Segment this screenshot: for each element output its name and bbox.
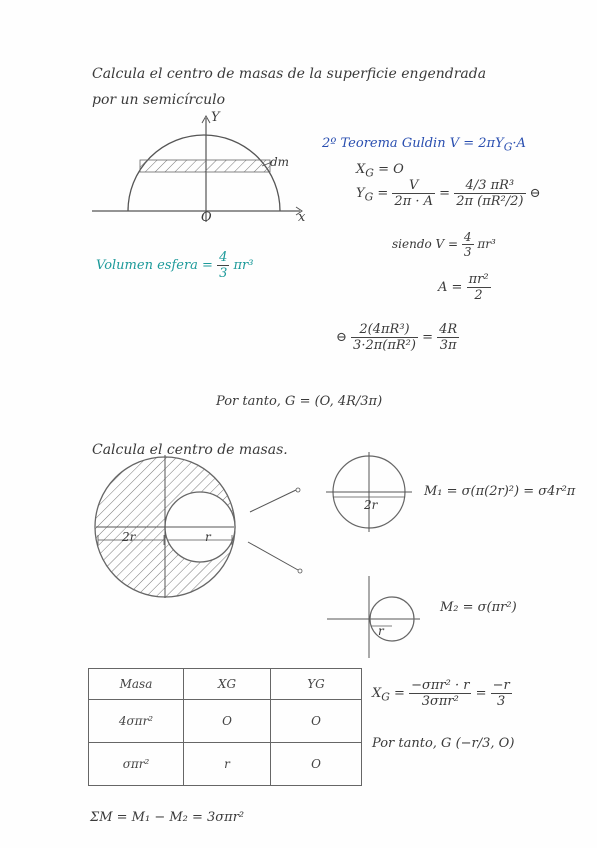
section1-conclusion: Por tanto, G = (O, 4R/3π) (216, 394, 383, 409)
composite-circle-figure (95, 455, 235, 598)
final-result (437, 322, 459, 353)
table-cell: r (184, 743, 271, 786)
arrow-lower (248, 542, 298, 570)
guldin-theorem (322, 136, 526, 154)
yg-frac2-den: 2π (πR²/2) (456, 194, 524, 209)
x-axis-label: x (298, 210, 306, 225)
table-row (89, 700, 362, 743)
origin-label: O (201, 210, 212, 225)
final-frac (351, 322, 418, 353)
m2-circle-figure (327, 576, 420, 658)
m2-eq: M₂ = σ(πr²) (440, 600, 517, 615)
table-cell: σπr² (89, 743, 184, 786)
yg-frac1 (392, 178, 435, 209)
section1-title-line2: por un semicírculo (92, 92, 226, 108)
y-axis-label: Y (211, 110, 220, 125)
xg2-label: X (372, 686, 382, 701)
semicircle-arc (128, 135, 280, 211)
volumen-tail: πr³ (233, 258, 254, 273)
volumen-den: 3 (219, 266, 228, 281)
minus-circle-icon: ⊖ (336, 330, 347, 345)
label-r: r (205, 530, 211, 544)
xg2-frac (409, 678, 471, 709)
area-num: πr² (468, 272, 489, 287)
volumen-esfera (96, 250, 253, 281)
table-header: XG (184, 669, 271, 700)
area-label: A = (438, 280, 463, 295)
volumen-text: Volumen esfera = (96, 258, 213, 273)
yg-frac1-num: V (392, 178, 435, 194)
yg-frac2 (454, 178, 525, 209)
yg-frac1-den: 2π · A (394, 194, 434, 209)
xg-eq: $X_G = O$ (356, 162, 404, 180)
guldin-text: 2º Teorema Guldin (322, 136, 446, 151)
xg-tail: = O (378, 162, 404, 177)
m1-circle-figure (326, 452, 412, 532)
arrow-upper (250, 490, 296, 512)
guldin-formula: V = 2πY (449, 136, 504, 151)
table-cell: O (271, 700, 362, 743)
sum-mass-eq: ΣM = M₁ − M₂ = 3σπr² (90, 810, 245, 825)
label-2r: 2r (122, 530, 136, 544)
dm-strip (140, 160, 270, 172)
siendo-eq (392, 230, 496, 259)
xg2-res-den: 3 (497, 694, 506, 709)
semicircle-figure (92, 116, 302, 222)
minus-circle-icon: ⊖ (529, 186, 541, 201)
table-header: YG (271, 669, 362, 700)
table-header-row (89, 669, 362, 700)
section1-title-line1: Calcula el centro de masas de la superficie engendrada (92, 66, 487, 82)
section2-title: Calcula el centro de masas. (92, 442, 288, 458)
volumen-num: 4 (219, 250, 228, 265)
xg2-res-num: −r (492, 678, 510, 693)
guldin-tail: ·A (512, 136, 526, 151)
m1-eq: M₁ = σ(π(2r)²) = σ4r²π (424, 484, 576, 499)
siendo-text: siendo V = (392, 237, 459, 251)
final-res-den: 3π (439, 338, 457, 353)
xg-label: X (356, 162, 366, 177)
final-den: 3·2π(πR²) (353, 338, 416, 353)
label-r-m2: r (378, 624, 384, 638)
xg2-result (491, 678, 512, 709)
table-cell: O (184, 700, 271, 743)
xg-result-eq: $X_G$ = $\frac{\text{−σπr² · r}}{\text{3σπr²}}$ = $\frac{-r}{3}$ (372, 678, 510, 709)
volumen-fraction (217, 250, 229, 281)
final-res-num: 4R (439, 322, 458, 337)
mass-table (88, 668, 362, 786)
label-2r-m1: 2r (364, 498, 378, 512)
final-num: 2(4πR³) (351, 322, 418, 338)
final-eq: ⊖ $\frac{\text{2(4πR³)}}{\text{3·2π(πR²)}}$ = $\frac{4R}{3\pi}$ (336, 322, 458, 353)
xg2-num: −σπr² · r (411, 678, 470, 693)
section2-conclusion: Por tanto, G (−r/3, O) (372, 736, 515, 751)
table-header: Masa (89, 669, 184, 700)
siendo-num: 4 (463, 230, 472, 244)
siendo-frac (462, 230, 474, 259)
table-cell: 4σπr² (89, 700, 184, 743)
table-row (89, 743, 362, 786)
siendo-den: 3 (463, 245, 472, 259)
yg-label: Y (356, 186, 365, 201)
guldin-sub: G (503, 140, 513, 154)
area-eq (438, 272, 491, 303)
area-den: 2 (474, 288, 483, 303)
area-frac (467, 272, 491, 303)
siendo-tail: πr³ (477, 237, 496, 251)
xg2-den: 3σπr² (421, 694, 459, 709)
yg-eq: $Y_G$ = $\frac{V}{2\pi \cdot A}$ = $\frac{\text{4/3 πR³}}{\text{2π (πR²/2)}}$ ⊖ (356, 178, 541, 209)
table-cell: O (271, 743, 362, 786)
yg-frac2-num: 4/3 πR³ (454, 178, 525, 194)
dm-label: dm (270, 155, 290, 169)
